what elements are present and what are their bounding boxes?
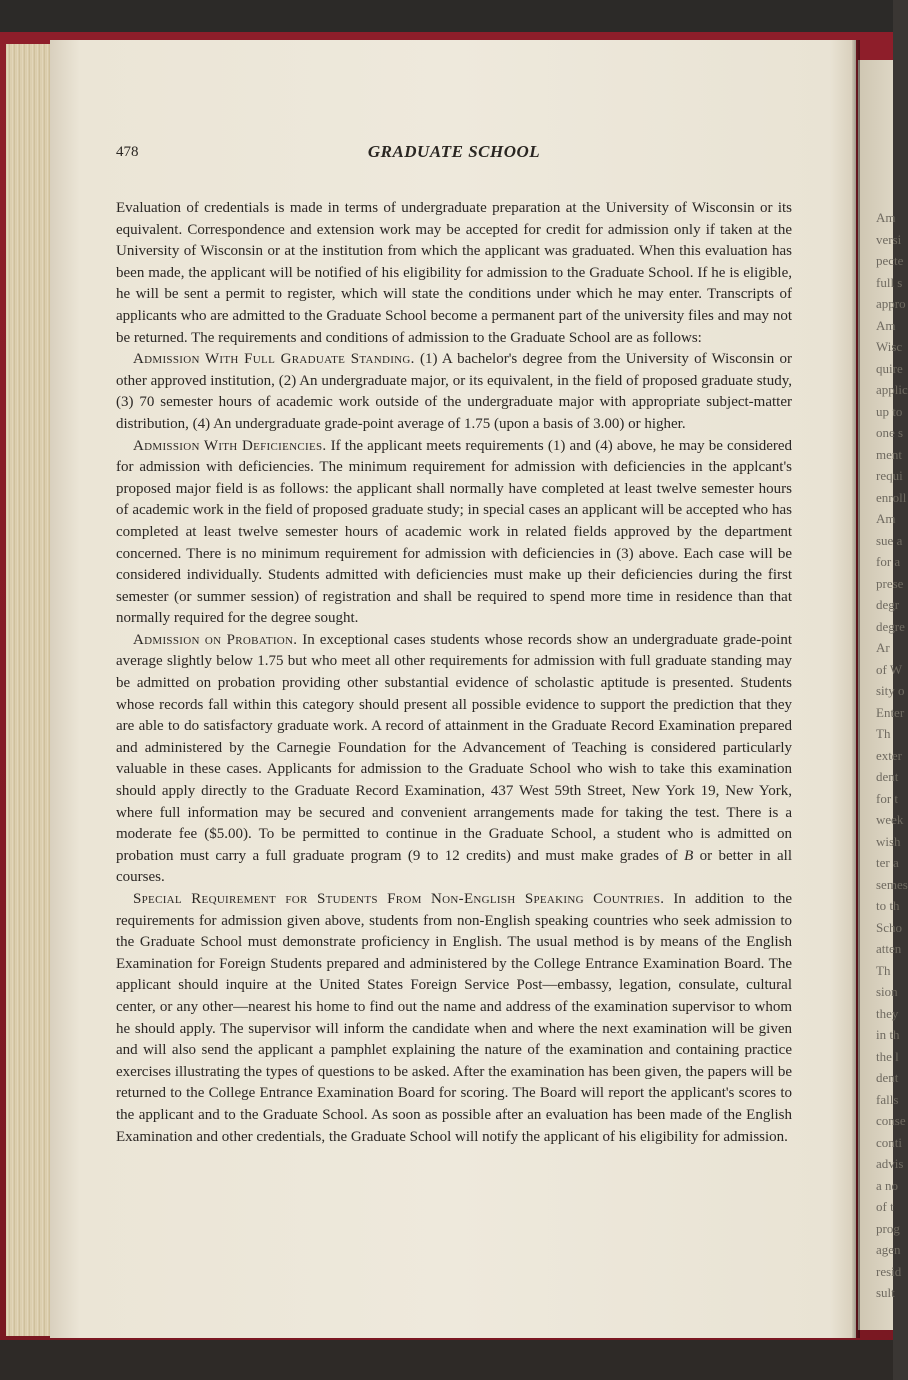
adjacent-page-fragment: ter a <box>876 855 899 870</box>
section-text: or better in all courses. <box>116 847 793 886</box>
adjacent-page-fragment: the l <box>876 1048 899 1064</box>
section-heading: Special Requirement for Students From Non-English Speaking Countries. <box>133 891 665 907</box>
adjacent-page-fragment: Th <box>876 962 891 978</box>
adjacent-page-fragment: advis <box>876 1156 904 1171</box>
adjacent-page-fragment: Ar <box>876 640 890 655</box>
adjacent-page-fragment: wish <box>876 833 901 849</box>
adjacent-page-fragment: exter <box>876 747 902 763</box>
adjacent-page-fragment: degr <box>876 597 900 612</box>
adjacent-page-fragment: Am <box>876 317 896 333</box>
adjacent-page-fragment: a no <box>876 1177 899 1193</box>
adjacent-page-fragment: semes <box>876 876 908 892</box>
adjacent-page-fragment: for t <box>876 790 899 806</box>
intro-paragraph: Evaluation of credentials is made in terms of undergraduate preparation at the University of Wisconsin or its equivalent. Correspondence and extension work may be accepted for credit for admission only if taken at the University of Wisconsin or at the institution from which the applicant was graduated. When this evaluation has been made, the applicant will be notified of his eligibility for admission to the Graduate School. If he is eligible, he will be sent a permit to register, which will state the conditions under which he may enter. Transcripts of applicants who are admitted to the Graduate School become a permanent part of the university files and may not be returned. The requirements and conditions of admission to the Graduate School are as follows: <box>116 200 792 346</box>
section-text: If the applicant meets requirements (1) and (4) above, he may be considered for admission with deficiencies. The minimum requirement for admission with deficiencies in the applcant's proposed major field is as follows: the applicant shall normally have completed at least twelve semester hours of academic work in the field of proposed graduate study; in special cases an applicant will be accepted who has completed at least twelve semester hours of academic work in related fields approved by the department concerned. There is no minimum requirement for admission with deficiencies in (3) above. Each case will be considered individually. Students admitted with deficiencies must make up their deficiencies during the first semester (or summer session) of registration and shall be required to spend more time in residence than that normally required for the degree sought. <box>116 437 793 627</box>
adjacent-page-fragment: Wisc <box>876 339 903 354</box>
section-text: In addition to the requirements for admission given above, students from non-English speaking countries who seek admission to the Graduate School must demonstrate proficiency in English. The usual method is by means of the English Examination for Foreign Students prepared and administered by the College Entrance Examination Board. The applicant should inquire at the United States Foreign Service Post—embassy, legation, consulate, cultural center, or any other—nearest his home to find out the name and address of the examination supervisor to whom he should apply. The supervisor will inform the candidate when and where the next examination will be given and will also send the applicant a pamphlet explaining the nature of the examination and containing practice exercises illustrating the types of questions to be asked. After the examination has been given, the papers will be returned to the College Entrance Examination Board for scoring. The Board will report the applicant's scores to the applicant and to the Graduate School. As soon as possible after an evaluation has been made of the English Examination and other credentials, the Graduate School will notify the applicant of his eligibility for admission. <box>116 891 792 1145</box>
section-probation <box>116 630 792 889</box>
italic-grade: B <box>684 847 694 864</box>
page-number: 478 <box>116 144 139 160</box>
adjacent-page-fragment: Th <box>876 726 891 741</box>
adjacent-page-fragment: Am <box>876 210 896 225</box>
adjacent-page-fragment: quire <box>876 360 903 376</box>
adjacent-page-fragment: to th <box>876 898 900 913</box>
adjacent-page-fragment: requi <box>876 468 903 483</box>
adjacent-page-fragment: resid <box>876 1263 902 1279</box>
adjacent-page-fragment: applic <box>876 382 908 397</box>
adjacent-page-edge <box>858 60 908 1330</box>
adjacent-page-fragment: appro <box>876 296 906 311</box>
adjacent-page-fragment: one s <box>876 425 904 440</box>
adjacent-page-fragment: prese <box>876 575 904 591</box>
page-edges <box>6 44 54 1336</box>
adjacent-page-fragment: versi <box>876 231 902 247</box>
adjacent-page-fragment: prog <box>876 1220 900 1236</box>
body-text <box>116 198 792 1148</box>
adjacent-page-fragment: Enter <box>876 704 905 720</box>
adjacent-page-fragment: conse <box>876 1113 906 1128</box>
section-heading: Admission With Full Graduate Standing. <box>133 351 415 368</box>
adjacent-page-fragment: sity o <box>876 683 905 698</box>
bottom-background <box>0 1340 893 1380</box>
adjacent-page-fragment: agen <box>876 1242 901 1257</box>
section-deficiencies <box>116 436 792 630</box>
adjacent-page-fragment: of W <box>876 661 903 677</box>
adjacent-page-fragment: of t <box>876 1199 894 1214</box>
adjacent-page-fragment: full s <box>876 274 903 290</box>
section-heading: Admission on Probation. <box>133 631 298 648</box>
section-full-standing <box>116 349 792 435</box>
section-non-english <box>116 889 792 1148</box>
running-title: GRADUATE SCHOOL <box>367 142 541 161</box>
section-text: (1) A bachelor's degree from the University of Wisconsin or other approved institution, (2) An undergraduate major, or its equivalent, in the field of proposed graduate study, (3) 70 semester hours of academic work outside of the undergraduate major with appropriate subject-matter distribution, (4) An undergraduate grade-point average of 1.75 (upon a basis of 3.00) or higher. <box>116 351 793 432</box>
adjacent-page-fragment: falls <box>876 1091 899 1107</box>
adjacent-page-fragment: for a <box>876 554 901 569</box>
adjacent-page-fragment: conti <box>876 1134 902 1150</box>
adjacent-page-fragment: Scho <box>876 919 902 935</box>
adjacent-page-fragment: ment <box>876 446 902 462</box>
adjacent-page-fragment: sult <box>876 1285 895 1300</box>
adjacent-page-fragment: week <box>876 812 904 827</box>
top-background <box>0 0 893 36</box>
section-heading: Admission With Deficiencies. <box>133 437 327 454</box>
adjacent-page-fragment: enroll <box>876 489 907 505</box>
adjacent-page-fragment: sue a <box>876 532 903 548</box>
adjacent-page-fragment: sion <box>876 984 898 999</box>
adjacent-page-fragment: in th <box>876 1027 900 1042</box>
adjacent-page-fragment: dent <box>876 769 899 784</box>
adjacent-page-fragment: degre <box>876 618 905 634</box>
adjacent-page-fragment: dent <box>876 1070 899 1085</box>
running-head <box>116 140 792 166</box>
adjacent-page-fragment: up to <box>876 403 903 419</box>
adjacent-page-fragment: atten <box>876 941 902 956</box>
adjacent-page-fragment: pecte <box>876 253 904 268</box>
gutter-shadow <box>852 40 860 1338</box>
section-text: In exceptional cases students whose records show an undergraduate grade-point average slightly below 1.75 but who meet all other requirements for admission with full graduate standing may be admitted on probation providing other substantial evidence of scholastic aptitude is presented. Students whose records fall within this category should present all possible evidence to support the prediction that they are able to do satisfactory graduate work. A record of attainment in the Graduate Record Examination prepared and administered by the Carnegie Foundation for the Advancement of Teaching is considered particularly valuable in these cases. Applicants for admission to the Graduate School who wish to take this examination should apply directly to the Graduate Record Examination, 437 West 59th Street, New York 19, New York, where full information may be secured and convenient arrangements made for taking the test. There is a moderate fee ($5.00). To be permitted to continue in the Graduate School, a student who is admitted on probation must carry a full graduate program (9 to 12 credits) and must make grades of <box>116 631 793 864</box>
adjacent-page-fragment: they <box>876 1005 899 1021</box>
adjacent-page-fragment: Am <box>876 511 896 526</box>
